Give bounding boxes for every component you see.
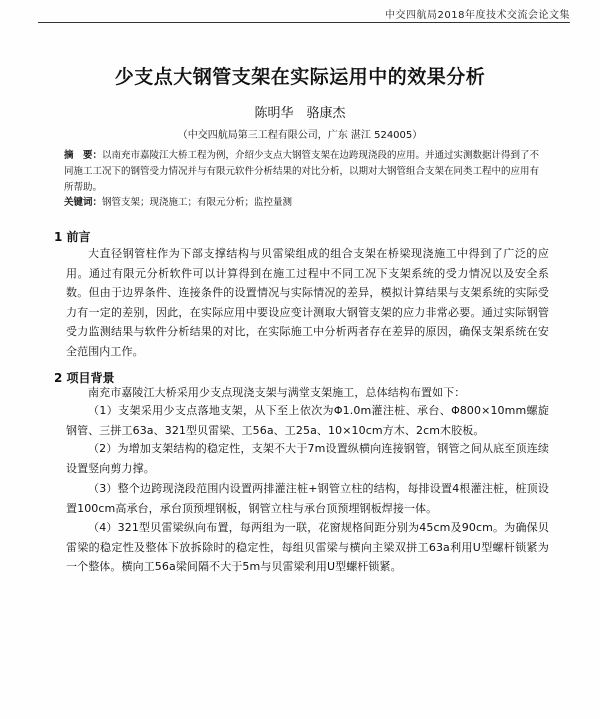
- keywords: [64, 195, 544, 211]
- abstract-label: 摘 要：: [64, 150, 103, 161]
- paragraph: 大直径钢管柱作为下部支撑结构与贝雷梁组成的组合支架在桥梁现浇施工中得到了广泛的应用。通过有限元分析软件可以计算得到在施工过程中不同工况下支架系统的受力情况以及安全系数。但由于边界条件、连接条件的设置情况与实际情况的差异，模拟计算结果与支架系统的实际受力有一定的差别，因此，在实际应用中要设应变计测取大钢管支架的应力非常必要。通过实际钢管受力监测结果与软件分析结果的对比，在实际施工中分析两者存在差异的原因，确保支架系统在安全范围内工作。: [66, 247, 549, 358]
- paragraph: （1）支架采用少支点落地支架，从下至上依次为Φ1.0m灌注桩、承台、Φ800×10mm螺旋钢管、三拼工63a、321型贝雷梁、工56a、工25a、10×10cm方木、2cm木胶板。: [66, 404, 549, 437]
- section-heading-background: 2 项目背景: [54, 371, 115, 385]
- keywords-text: 钢管支架；现浇施工；有限元分析；监控量测: [102, 197, 293, 208]
- section-heading-preface: 1 前言: [54, 230, 91, 244]
- keywords-label: 关键词：: [64, 197, 103, 208]
- paragraph: （2）为增加支架结构的稳定性，支架不大于7m设置纵横向连接钢管，钢管之间从底至顶连续设置竖向剪力撑。: [66, 442, 549, 475]
- affiliation: （中交四航局第三工程有限公司，广东 湛江 524005）: [177, 130, 423, 141]
- paragraph: 南充市嘉陵江大桥采用少支点现浇支架与满堂支架施工，总体结构布置如下：: [88, 386, 466, 399]
- abstract: [64, 148, 544, 196]
- paragraph: （4）321型贝雷梁纵向布置，每两组为一联，花窗规格间距分别为45cm及90cm。为确保贝雷梁的稳定性及整体下放拆除时的稳定性，每组贝雷梁与横向主梁双拼工63a利用U型螺杆锁紧为一个整体。横向工56a梁间隔不大于5m与贝雷梁利用U型螺杆锁紧。: [66, 521, 549, 573]
- running-header: 中交四航局2018年度技术交流会论文集: [385, 10, 570, 21]
- authors: 陈明华 骆康杰: [254, 106, 346, 121]
- header-rule: [38, 22, 570, 23]
- abstract-text: 以南充市嘉陵江大桥工程为例，介绍少支点大钢管支架在边跨现浇段的应用。并通过实测数据计得到了不同施工工况下的钢管受力情况并与有限元软件分析结果的对比分析，以期对大钢管组合支架在同类工程中的应用有所帮助。: [64, 150, 540, 193]
- paragraph: （3）整个边跨现浇段范围内设置两排灌注桩+钢管立柱的结构，每排设置4根灌注桩，桩顶设置100cm高承台，承台顶预埋钢板，钢管立柱与承台顶预埋钢板焊接一体。: [66, 482, 549, 515]
- paper-title: 少支点大钢管支架在实际运用中的效果分析: [114, 66, 486, 88]
